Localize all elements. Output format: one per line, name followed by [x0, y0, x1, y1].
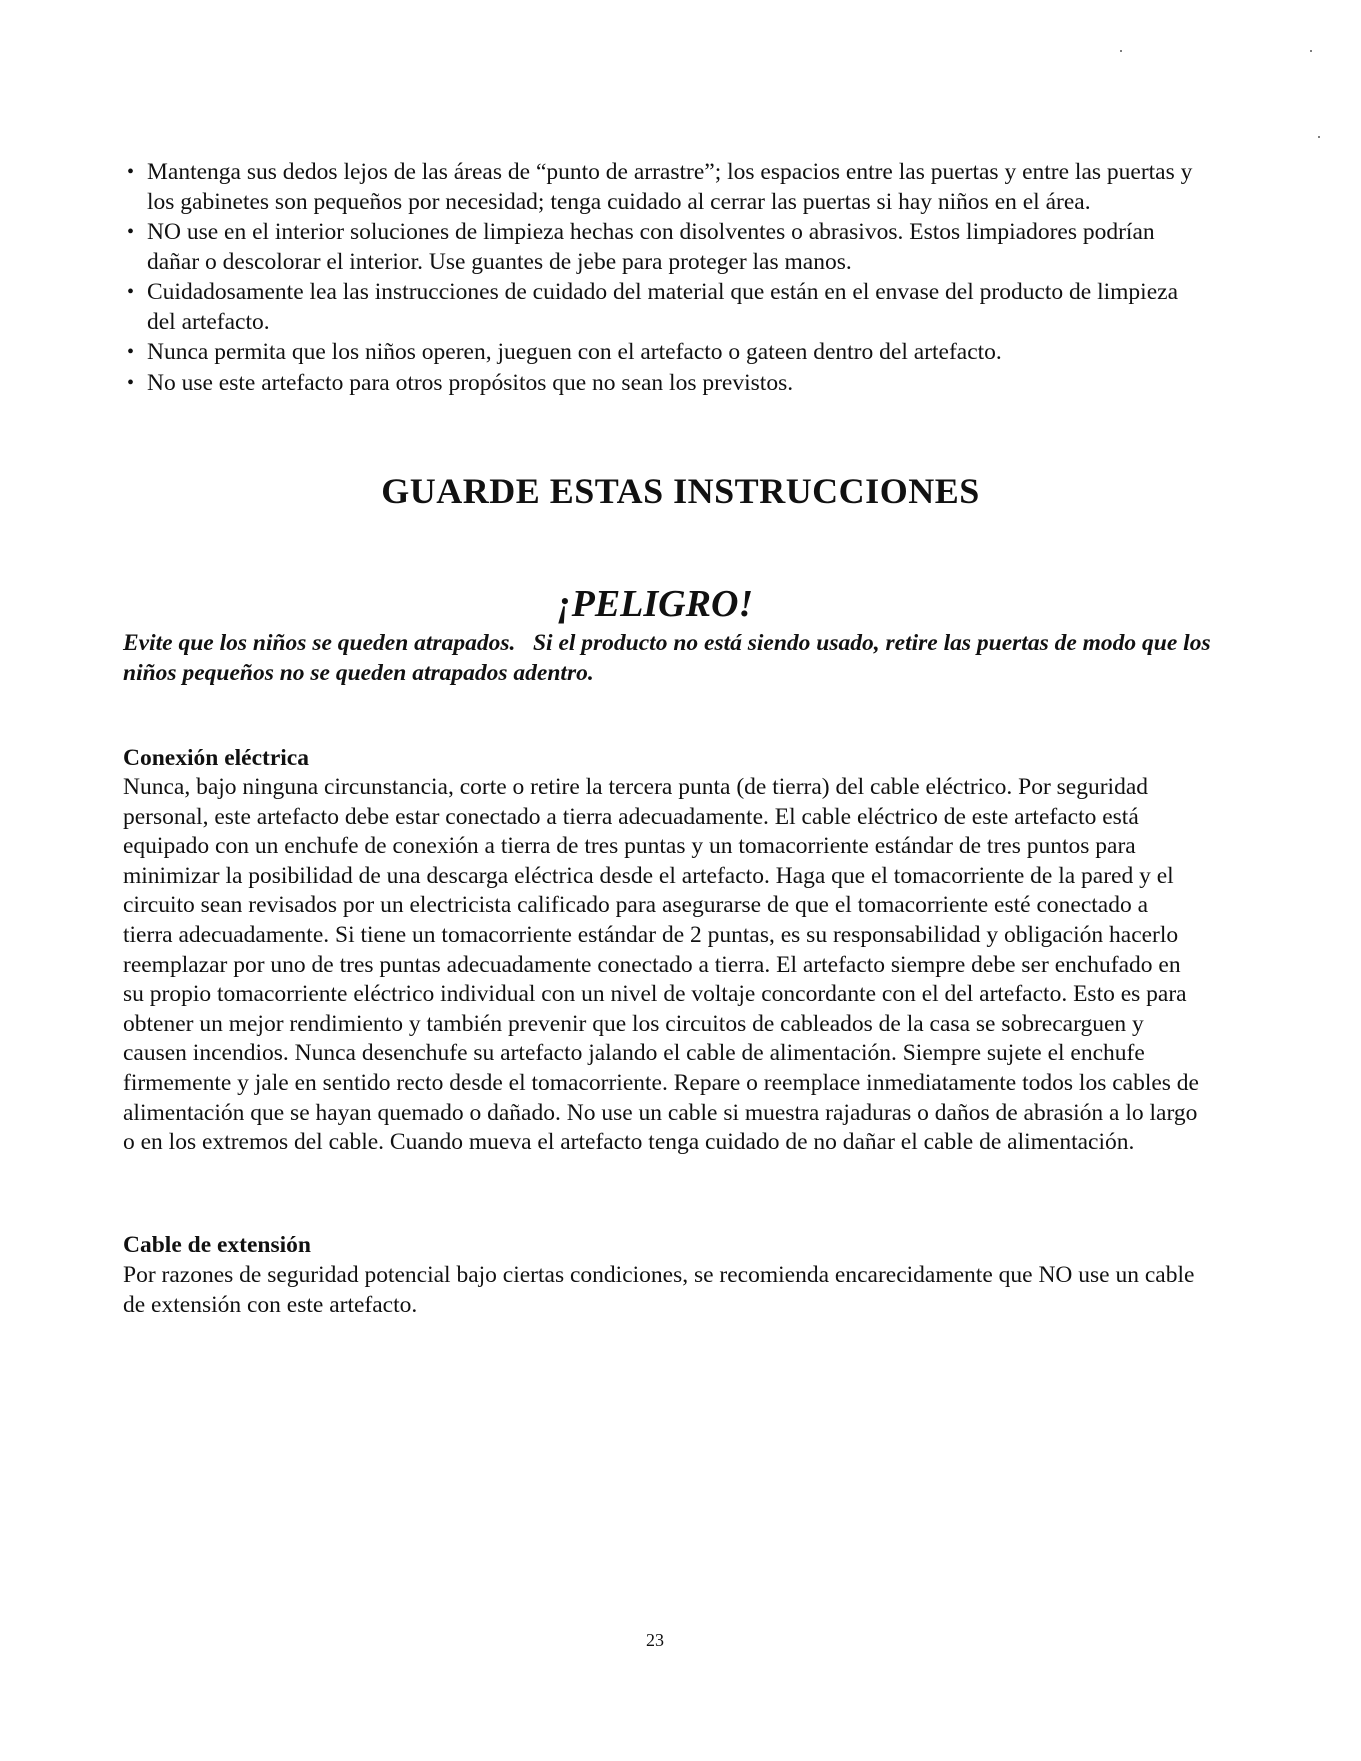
bullet-text: No use este artefacto para otros propósitos que no sean los previstos.	[147, 369, 794, 396]
danger-warning-text: Evite que los niños se queden atrapados. Si el producto no está siendo usado, retire las puertas de modo que los niños pequeños no se queden atrapados adentro.	[123, 630, 1217, 686]
bullet-text: Mantenga sus dedos lejos de las áreas de “punto de arrastre”; los espacios entre las puertas y entre las puertas y los gabinetes son pequeños por necesidad; tenga cuidado al cerrar las puertas si hay niños en el área.	[147, 159, 1193, 215]
extension-cord-body: Por razones de seguridad potencial bajo ciertas condiciones, se recomienda encarecidamente que NO use un cable de extensión con este artefacto.	[123, 1262, 1195, 1318]
save-instructions-heading: GUARDE ESTAS INSTRUCCIONES	[381, 471, 980, 511]
bullet-item	[127, 218, 1207, 277]
bullet-dot-icon: •	[127, 221, 135, 243]
bullet-item	[127, 338, 1207, 368]
bullet-dot-icon: •	[127, 371, 135, 394]
bullet-item	[127, 158, 1207, 217]
extension-cord-heading: Cable de extensión	[123, 1232, 311, 1258]
bullet-text: Cuidadosamente lea las instrucciones de cuidado del material que están en el envase del producto de limpieza del artefacto.	[147, 279, 1179, 335]
bullet-dot-icon: •	[127, 341, 135, 363]
electrical-connection-heading: Conexión eléctrica	[123, 745, 309, 771]
page-number: 23	[646, 1630, 664, 1650]
bullet-item	[127, 369, 1207, 399]
scan-speck	[1120, 50, 1122, 52]
danger-heading: ¡PELIGRO!	[556, 583, 754, 625]
bullet-dot-icon: •	[127, 161, 135, 183]
electrical-connection-body: Nunca, bajo ninguna circunstancia, corte o retire la tercera punta (de tierra) del cable eléctrico. Por seguridad personal, este artefacto debe estar conectado a tierra adecuadamente. El cable eléctrico de este artefacto está equipado con un enchufe de conexión a tierra de tres puntas y un tomacorriente estándar de tres puntos para minimizar la posibilidad de una descarga eléctrica desde el artefacto. Haga que el tomacorriente de la pared y el circuito sean revisados por un electricista calificado para asegurarse de que el tomacorriente esté conectado a tierra adecuadamente. Si tiene un tomacorriente estándar de 2 puntas, es su responsabilidad y obligación hacerlo reemplazar por uno de tres puntas adecuadamente conectado a tierra. El artefacto siempre debe ser enchufado en su propio tomacorriente eléctrico individual con un nivel de voltaje concordante con el del artefacto. Esto es para obtener un mejor rendimiento y también prevenir que los circuitos de cableados de la casa se sobrecarguen y causen incendios. Nunca desenchufe su artefacto jalando el cable de alimentación. Siempre sujete el enchufe firmemente y jale en sentido recto desde el tomacorriente. Repare o reemplace inmediatamente todos los cables de alimentación que se hayan quemado o dañado. No use un cable si muestra rajaduras o daños de abrasión a lo largo o en los extremos del cable. Cuando mueva el artefacto tenga cuidado de no dañar el cable de alimentación.	[123, 774, 1199, 1156]
scan-speck	[1310, 50, 1312, 52]
bullet-text: NO use en el interior soluciones de limpieza hechas con disolventes o abrasivos. Estos limpiadores podrían dañar o descolorar el interior. Use guantes de jebe para proteger las manos.	[147, 219, 1155, 275]
bullet-dot-icon: •	[127, 281, 135, 303]
bullet-item	[127, 278, 1207, 337]
bullet-text: Nunca permita que los niños operen, jueguen con el artefacto o gateen dentro del artefacto.	[147, 339, 1002, 365]
scan-speck	[1318, 136, 1320, 138]
safety-bullet-list	[127, 158, 1207, 399]
